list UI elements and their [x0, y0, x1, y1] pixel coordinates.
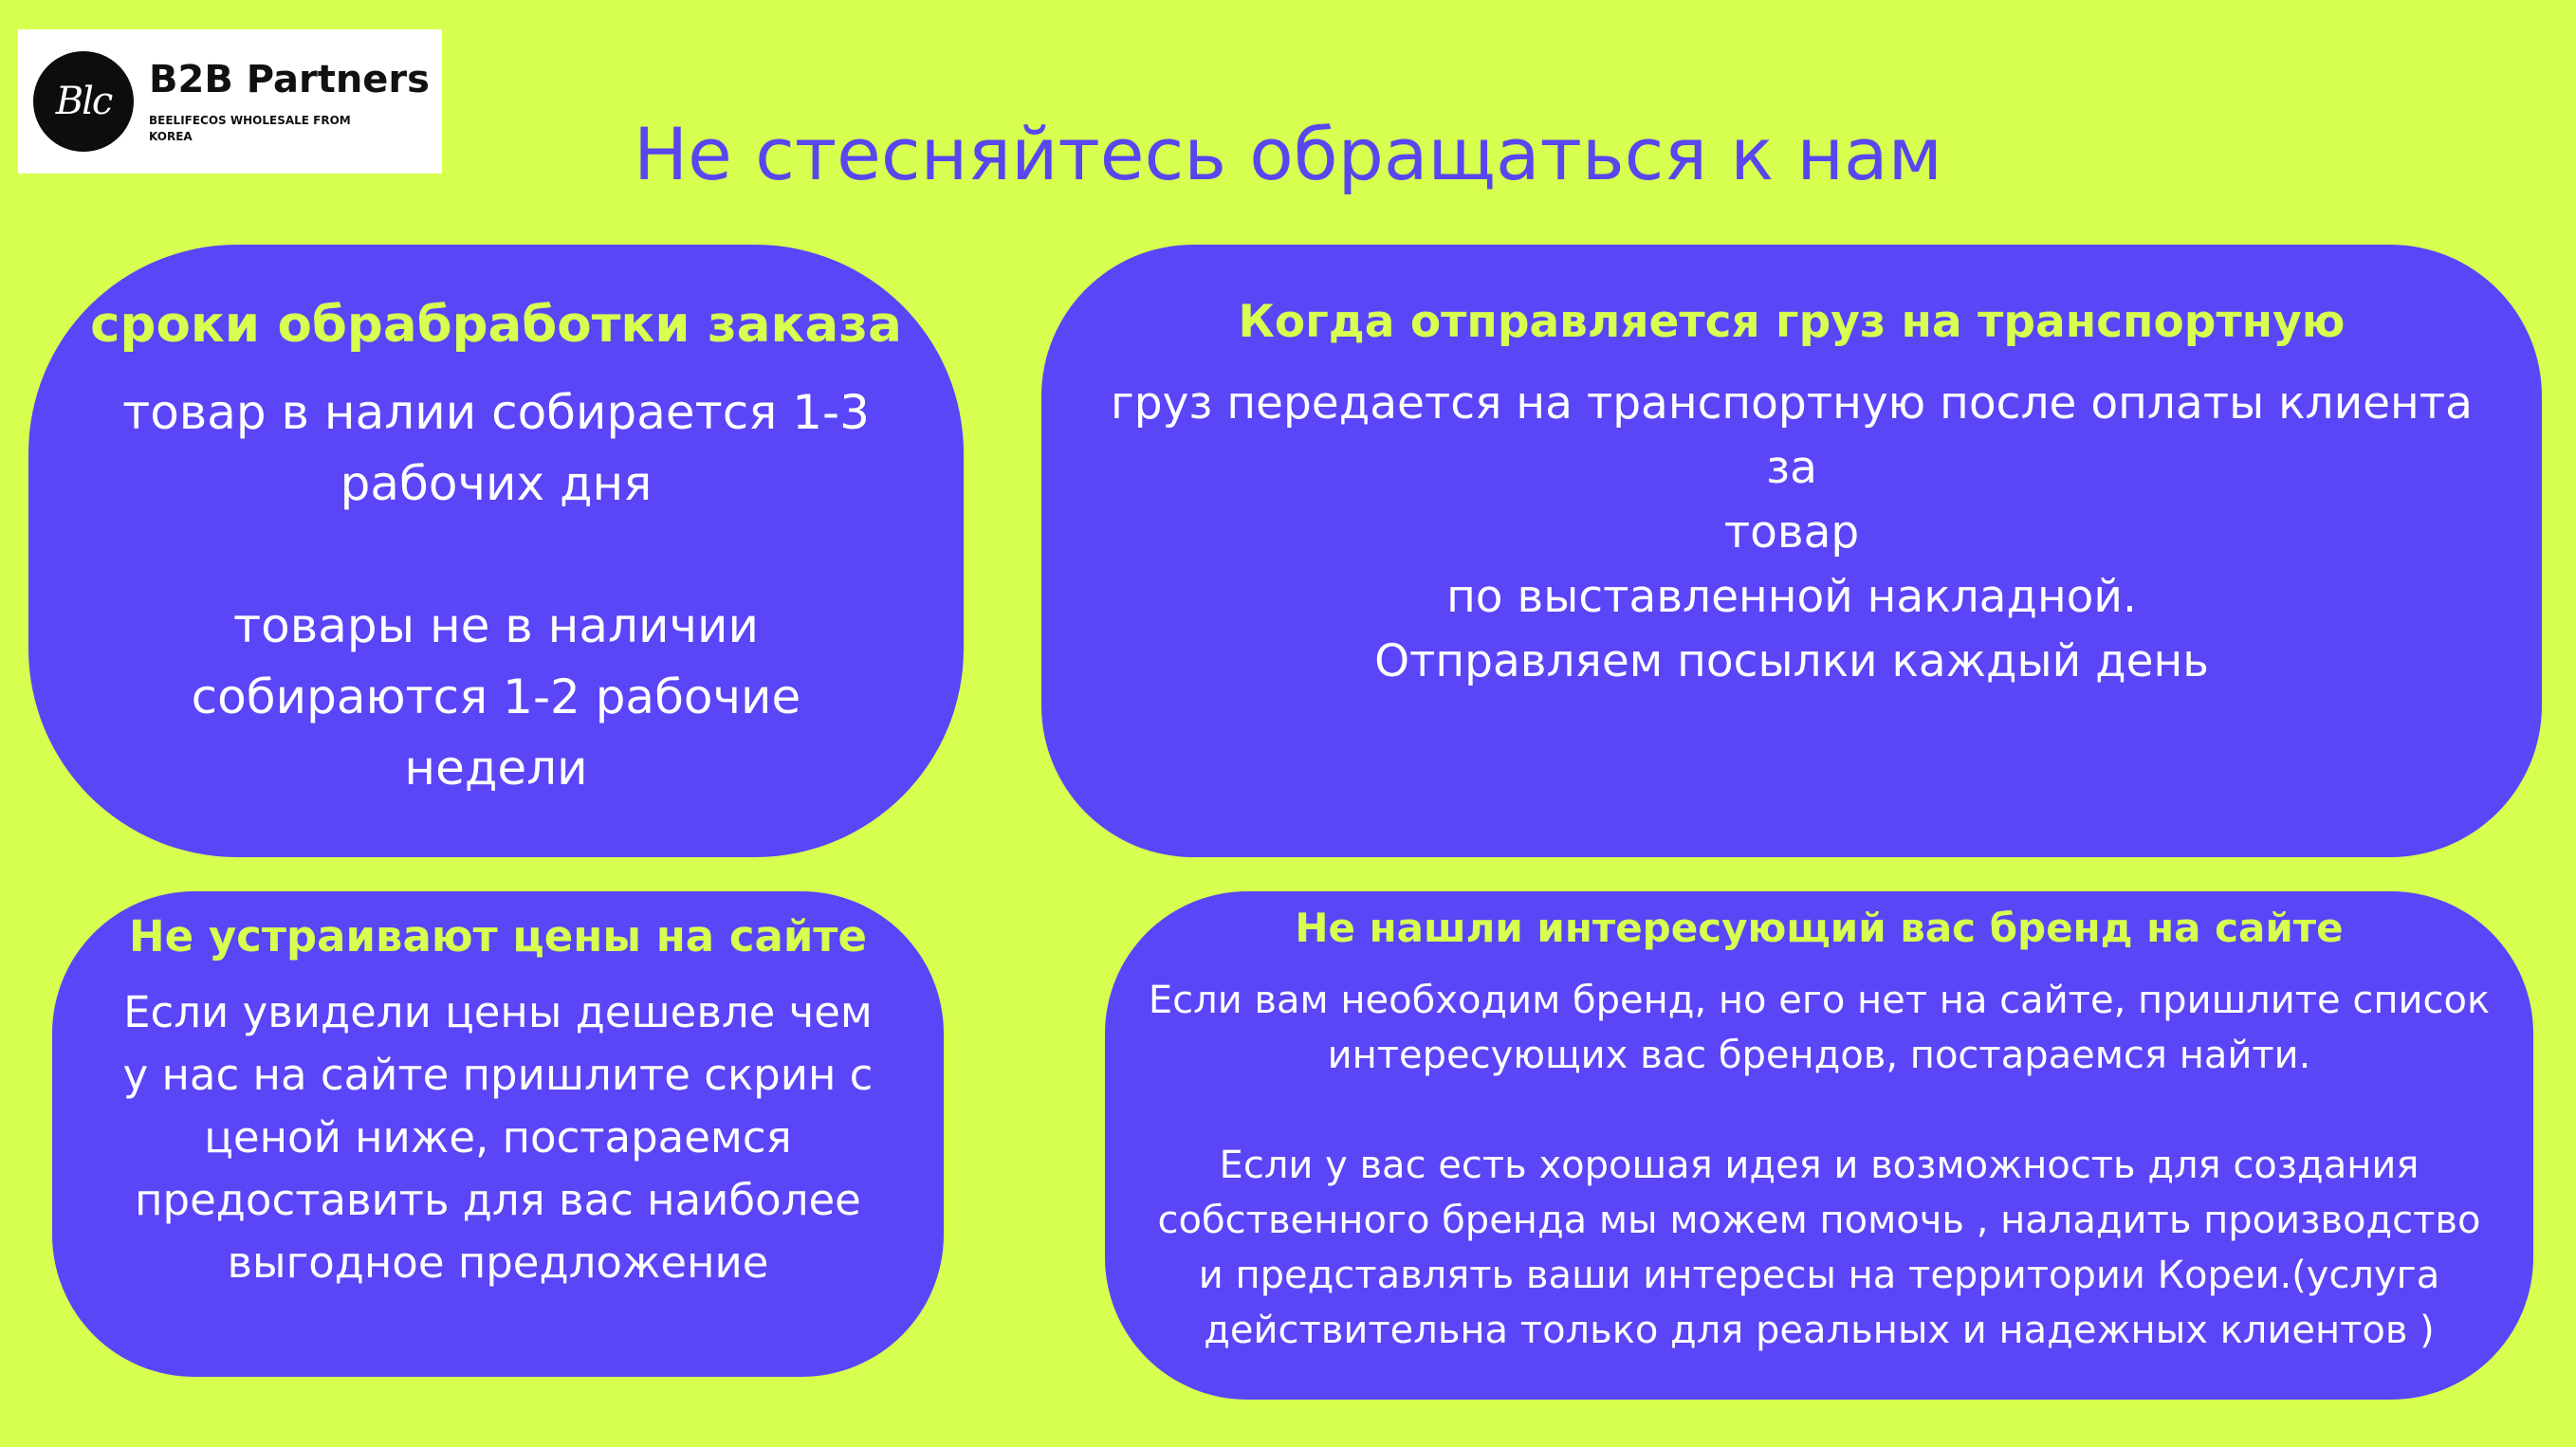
- card-title: сроки обрабработки заказа: [90, 296, 902, 354]
- card-line: интересующих вас брендов, постараемся найти.: [1327, 1034, 2311, 1077]
- card-line: и представлять ваши интересы на территории Кореи.(услуга: [1198, 1254, 2440, 1297]
- card-line: товар в налии собирается 1-3: [122, 385, 870, 440]
- card-body: [1143, 962, 2495, 1358]
- logo-name: B2B Partners: [149, 58, 430, 101]
- card-line: товар: [1723, 506, 1860, 559]
- card-shipping: [1041, 245, 2542, 857]
- card-title: Не устраивают цены на сайте: [128, 911, 867, 962]
- card-line: рабочих дня: [340, 456, 653, 511]
- card-line: собираются 1-2 рабочие: [191, 669, 801, 724]
- card-title: Не нашли интересующий вас бренд на сайте: [1295, 905, 2344, 951]
- card-line: груз передается на транспортную после оплаты клиента за: [1111, 377, 2473, 494]
- card-line: недели: [404, 741, 588, 796]
- card-line: действительна только для реальных и надежных клиентов ): [1204, 1309, 2435, 1352]
- logo-monogram-icon: Blc: [33, 51, 134, 152]
- card-line: собственного бренда мы можем помочь , наладить производство: [1157, 1199, 2481, 1242]
- card-prices: [52, 891, 944, 1377]
- page-title: Не стесняйтесь обращаться к нам: [634, 112, 1942, 196]
- card-line: товары не в наличии: [233, 598, 759, 653]
- card-line: выгодное предложение: [227, 1237, 769, 1288]
- card-line: у нас на сайте пришлите скрин с: [122, 1050, 874, 1100]
- card-line: Отправляем посылки каждый день: [1374, 635, 2209, 687]
- card-body: [109, 977, 887, 1294]
- card-body: [1079, 360, 2504, 694]
- card-brand-not-found: [1105, 891, 2533, 1400]
- logo-tagline: BEELIFECOS WHOLESALE FROM KOREA: [149, 114, 351, 143]
- card-body: [85, 368, 907, 804]
- card-line: по выставленной накладной.: [1446, 571, 2137, 623]
- card-title: Когда отправляется груз на транспортную: [1238, 296, 2346, 348]
- card-line: Если увидели цены дешевле чем: [123, 987, 873, 1037]
- card-order-processing-time: [28, 245, 964, 857]
- card-line: Если у вас есть хорошая идея и возможность для создания: [1219, 1144, 2420, 1187]
- card-line: Если вам необходим бренд, но его нет на сайте, пришлите список: [1148, 979, 2491, 1022]
- card-line: предоставить для вас наиболее: [135, 1175, 861, 1225]
- card-line: ценой ниже, постараемся: [204, 1112, 792, 1163]
